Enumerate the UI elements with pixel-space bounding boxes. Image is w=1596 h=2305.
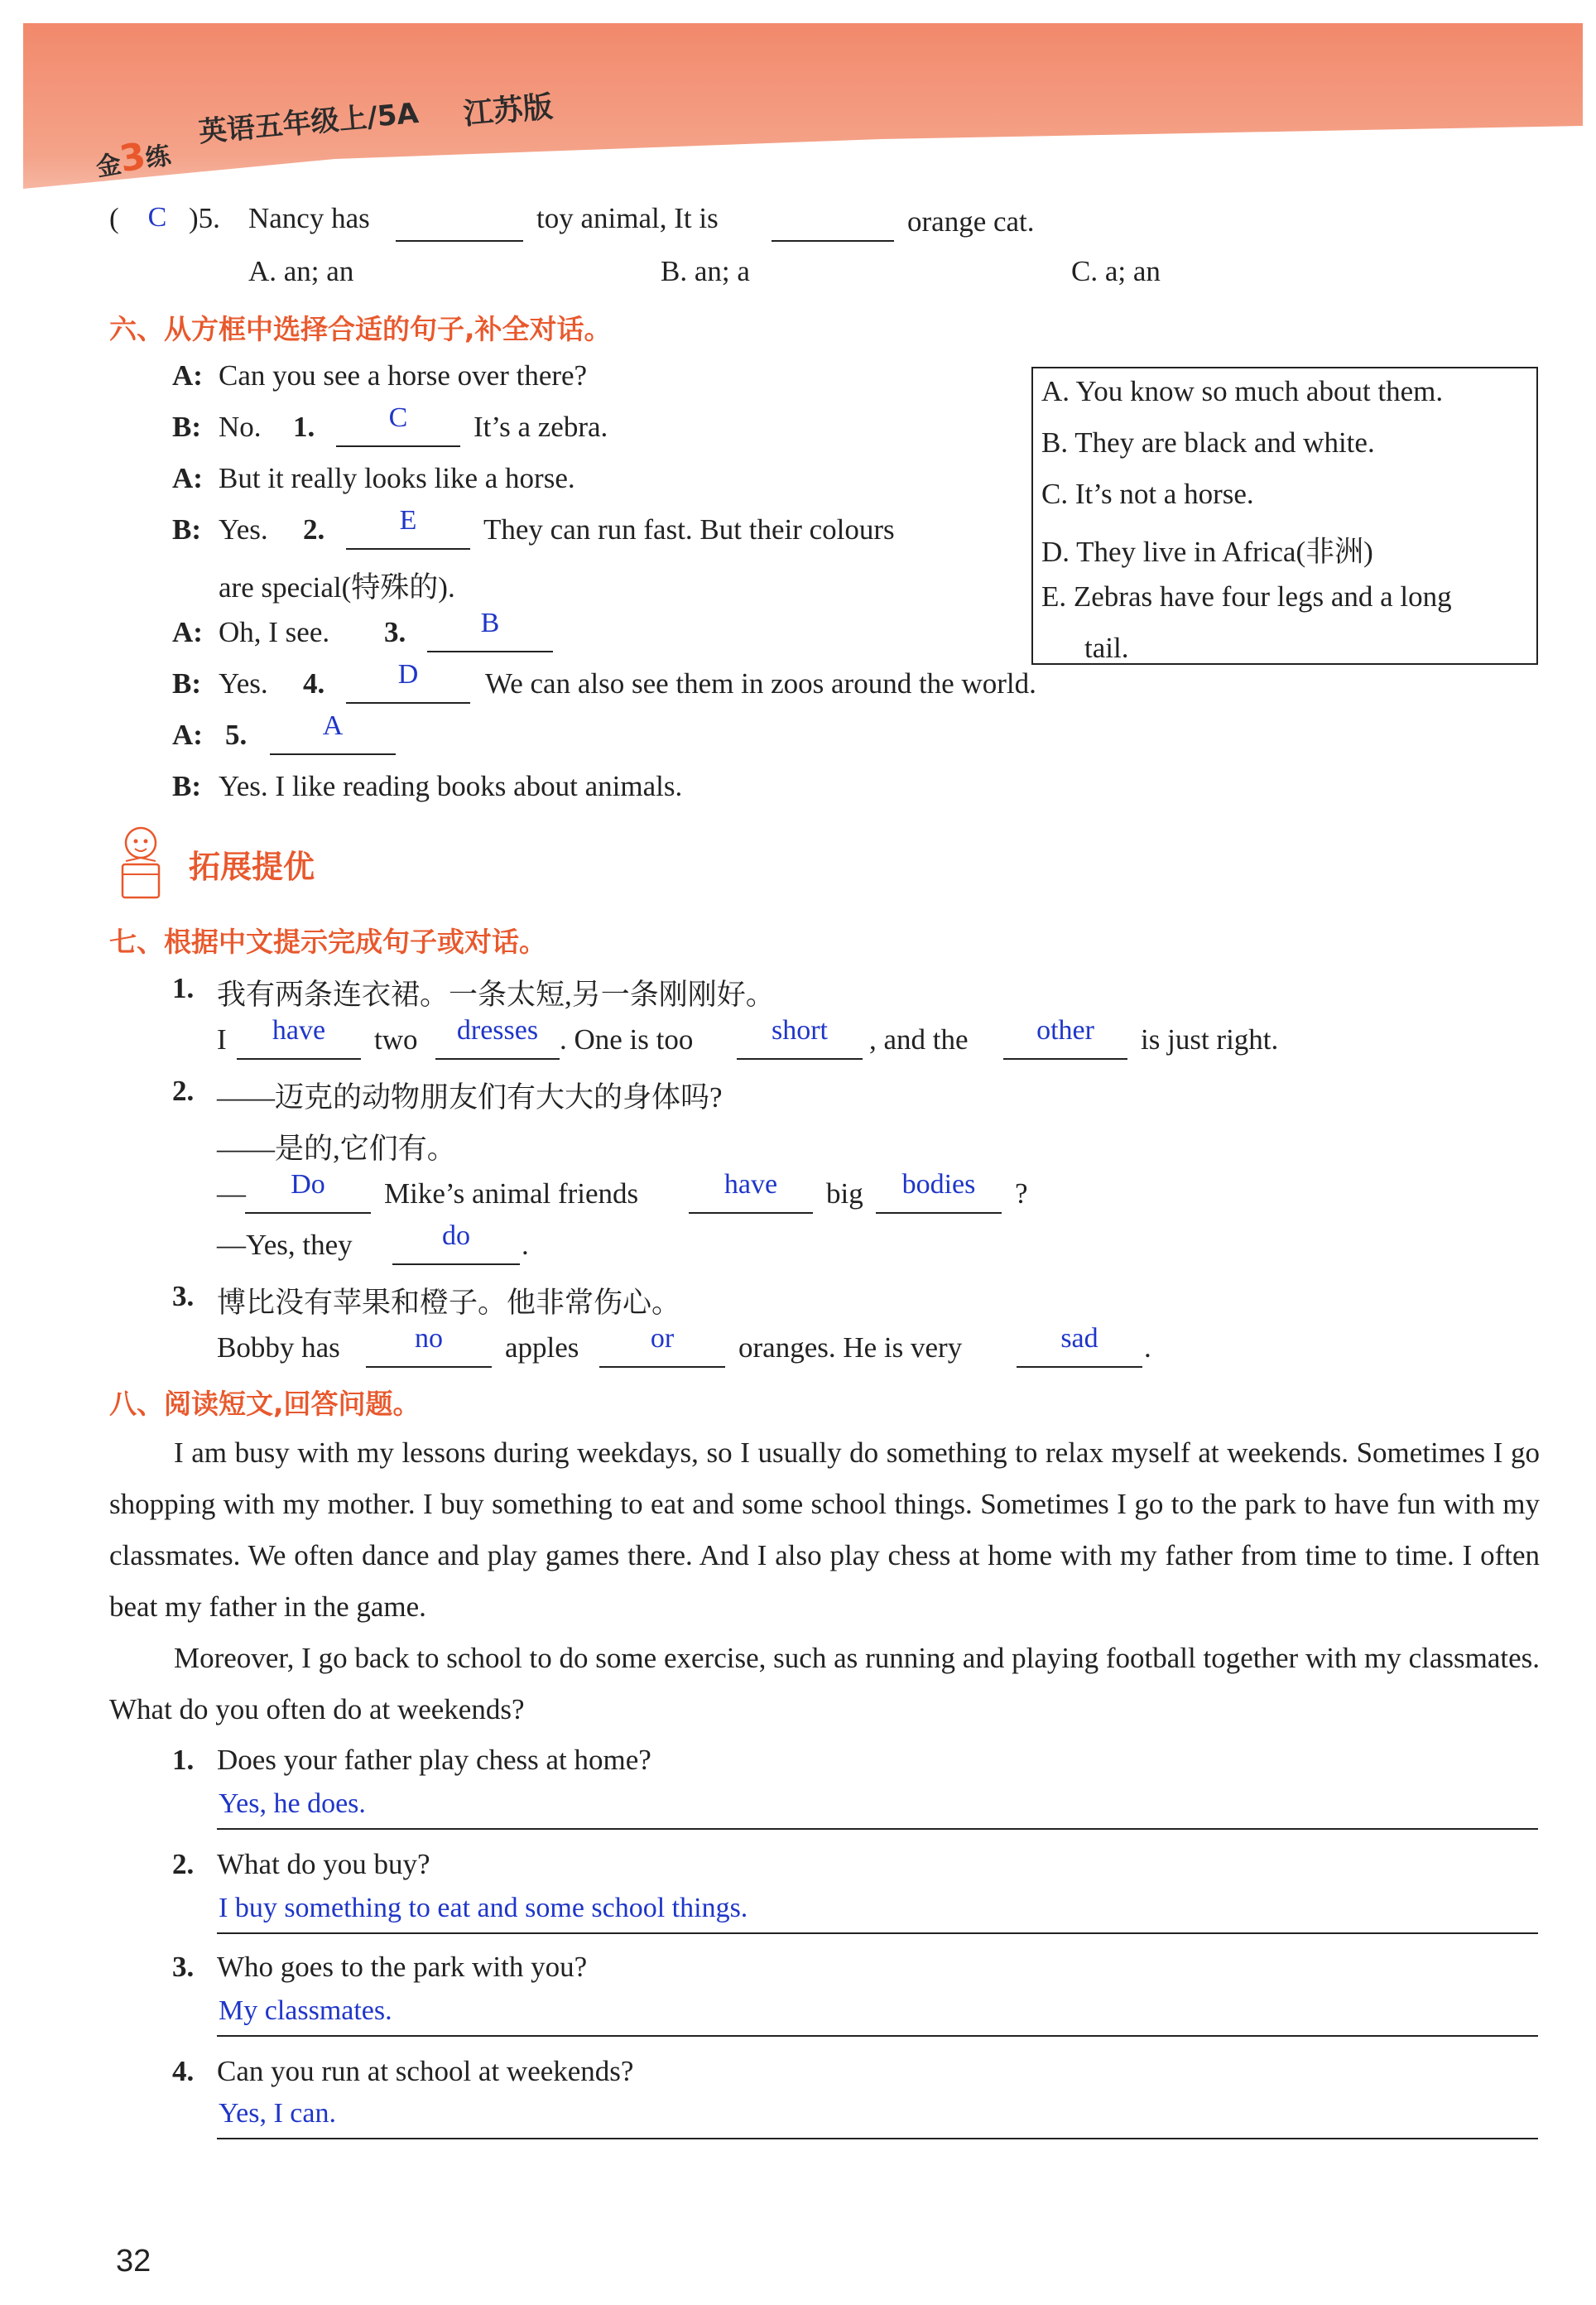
mascot-icon [108, 820, 174, 902]
q7-3-blank-1[interactable] [366, 1366, 492, 1368]
dialog-text: are special(特殊的). [219, 571, 455, 604]
dialog-speaker: A: [172, 359, 203, 392]
q7-1-word: , and the [869, 1023, 969, 1056]
q7-1-word: . One is too [560, 1023, 694, 1056]
q7-3-num: 3. [172, 1280, 195, 1312]
q5-paren-open: ( [109, 202, 119, 234]
q5-option-c: C. a; an [1071, 255, 1161, 287]
q8-answer: Yes, he does. [219, 1788, 366, 1819]
dialog-blank-1[interactable] [336, 445, 460, 447]
q5-text2: toy animal, It is [536, 202, 719, 234]
q8-num: 3. [172, 1951, 195, 1983]
dialog-num: 4. [303, 667, 325, 700]
box-option-a: A. You know so much about them. [1041, 375, 1444, 407]
q7-2-blank-3[interactable] [876, 1212, 1002, 1214]
q8-question: Does your father play chess at home? [217, 1744, 651, 1776]
passage-paragraph-2: Moreover, I go back to school to do some exercise, such as running and playing football together with my classmates. What do you often do at weekends? [109, 1642, 1540, 1725]
q7-1-answer-1: have [272, 1015, 326, 1046]
dialog-speaker: B: [172, 667, 201, 700]
dialog-answer-5: A [322, 710, 344, 741]
box-option-c: C. It’s not a horse. [1041, 478, 1254, 510]
dialog-num: 3. [384, 616, 406, 648]
q7-2-num: 2. [172, 1075, 195, 1107]
q7-1-answer-3: short [772, 1015, 828, 1046]
q7-2-blank-1[interactable] [245, 1212, 371, 1214]
q7-3-answer-3: sad [1060, 1323, 1098, 1354]
q7-1-blank-4[interactable] [1003, 1058, 1127, 1060]
dialog-text: They can run fast. But their colours [483, 513, 895, 546]
q8-question: What do you buy? [217, 1848, 430, 1880]
q7-1-blank-1[interactable] [237, 1058, 361, 1060]
q8-answer: My classmates. [219, 1995, 392, 2026]
dialog-answer-4: D [397, 659, 419, 690]
section7-title: 七、根据中文提示完成句子或对话。 [109, 926, 546, 958]
q7-1-num: 1. [172, 972, 195, 1004]
dialog-text: We can also see them in zoos around the world. [485, 667, 1036, 700]
q7-2-blank-4[interactable] [392, 1263, 520, 1265]
q7-1-word: two [374, 1023, 418, 1056]
q7-1-blank-3[interactable] [737, 1058, 863, 1060]
q7-3-word: apples [505, 1331, 579, 1364]
dialog-speaker: B: [172, 411, 201, 443]
q7-2-answer-1: Do [291, 1169, 325, 1200]
dialog-answer-2: E [399, 505, 417, 536]
dialog-answer-1: C [388, 402, 408, 433]
dialog-speaker: A: [172, 616, 203, 648]
q8-num: 4. [172, 2055, 195, 2087]
q7-1-word: is just right. [1141, 1023, 1279, 1056]
dialog-speaker: A: [172, 719, 203, 751]
dialog-blank-2[interactable] [346, 548, 470, 550]
dialog-blank-5[interactable] [270, 753, 396, 755]
box-option-e: E. Zebras have four legs and a long [1041, 580, 1452, 613]
q5-option-a: A. an; an [248, 255, 354, 287]
section6-title: 六、从方框中选择合适的句子,补全对话。 [109, 313, 612, 345]
q7-3-word: Bobby has [217, 1331, 340, 1364]
q7-2-word: ? [1015, 1177, 1028, 1210]
dialog-num: 2. [303, 513, 325, 546]
dialog-pre: No. [219, 411, 262, 443]
book-edition: 江苏版 [462, 89, 555, 132]
book-title: 英语五年级上/5A [197, 96, 421, 150]
q7-3-blank-2[interactable] [599, 1366, 725, 1368]
q7-1-answer-4: other [1036, 1015, 1094, 1046]
q7-2-answer-4: do [442, 1220, 470, 1251]
section8-title: 八、阅读短文,回答问题。 [109, 1388, 421, 1420]
q7-1-blank-2[interactable] [435, 1058, 560, 1060]
dialog-pre: Oh, I see. [219, 616, 330, 648]
q7-2-blank-2[interactable] [689, 1212, 813, 1214]
q7-2-dash: — [217, 1177, 246, 1210]
q7-2-word: Mike’s animal friends [384, 1177, 639, 1210]
q8-question: Who goes to the park with you? [217, 1951, 588, 1983]
q5-option-b: B. an; a [661, 255, 750, 287]
q8-answer-line[interactable] [217, 2035, 1538, 2037]
q8-num: 2. [172, 1848, 195, 1880]
q5-blank-1[interactable] [396, 240, 523, 242]
q5-paren-close: )5. [189, 202, 220, 234]
dialog-speaker: B: [172, 770, 201, 802]
q5-text1: Nancy has [248, 202, 370, 234]
dialog-text: Yes. I like reading books about animals. [219, 770, 683, 802]
q8-answer: Yes, I can. [219, 2098, 336, 2129]
passage-paragraph-1: I am busy with my lessons during weekdays, so I usually do something to relax myself at weekends. Sometimes I go shopping with my mother. I buy something to eat and some school things. Sometimes I go to the park to have fun with my classmates. We often dance and play games there. And I also play chess at home with my father from time to time. I often beat my father in the game. [109, 1436, 1540, 1623]
extension-title: 拓展提优 [189, 849, 315, 885]
options-box [1031, 367, 1538, 665]
dialog-speaker: B: [172, 513, 201, 546]
box-option-b: B. They are black and white. [1041, 426, 1375, 459]
box-option-e-cont: tail. [1084, 632, 1129, 664]
dialog-speaker: A: [172, 462, 203, 494]
q7-1-answer-2: dresses [456, 1015, 539, 1046]
q7-1-word: I [217, 1023, 227, 1056]
q7-2-answer-3: bodies [901, 1169, 976, 1200]
q7-3-answer-2: or [650, 1323, 675, 1354]
dialog-num: 1. [293, 411, 315, 443]
q7-1-chinese: 我有两条连衣裙。一条太短,另一条刚刚好。 [217, 979, 775, 1011]
dialog-text: Can you see a horse over there? [219, 359, 588, 392]
box-option-d: D. They live in Africa(非洲) [1041, 536, 1373, 568]
dialog-num: 5. [225, 719, 248, 751]
q8-answer-line[interactable] [217, 1828, 1538, 1830]
q5-answer: C [147, 202, 167, 233]
q8-answer-line[interactable] [217, 1932, 1538, 1934]
q8-num: 1. [172, 1744, 195, 1776]
q7-3-blank-3[interactable] [1017, 1366, 1142, 1368]
q8-answer-line[interactable] [217, 2138, 1538, 2139]
series-logo: 金3练 [94, 134, 173, 183]
q8-question: Can you run at school at weekends? [217, 2055, 634, 2087]
q7-2-word: big [826, 1177, 863, 1210]
q5-blank-2[interactable] [772, 240, 894, 242]
dialog-blank-4[interactable] [346, 702, 470, 704]
dialog-pre: Yes. [219, 513, 268, 546]
q8-answer: I buy something to eat and some school things. [219, 1893, 748, 1923]
q7-3-word: oranges. He is very [738, 1331, 963, 1364]
q7-2-answer-2: have [723, 1169, 778, 1200]
q7-2-chinese-2: ——是的,它们有。 [217, 1133, 456, 1165]
dialog-answer-3: B [480, 608, 500, 638]
q7-3-chinese: 博比没有苹果和橙子。他非常伤心。 [217, 1287, 681, 1319]
dialog-blank-3[interactable] [427, 651, 553, 652]
dialog-text: But it really looks like a horse. [219, 462, 575, 494]
q7-3-word: . [1144, 1331, 1151, 1364]
q7-2-word: . [522, 1229, 529, 1261]
q7-3-answer-1: no [415, 1323, 443, 1354]
q7-2-chinese-1: ——迈克的动物朋友们有大大的身体吗? [217, 1081, 723, 1114]
dialog-text: It’s a zebra. [474, 411, 608, 443]
q5-text3: orange cat. [907, 205, 1035, 238]
dialog-pre: Yes. [219, 667, 268, 700]
q7-2-word: —Yes, they [217, 1229, 353, 1261]
page-number: 32 [116, 2244, 151, 2279]
